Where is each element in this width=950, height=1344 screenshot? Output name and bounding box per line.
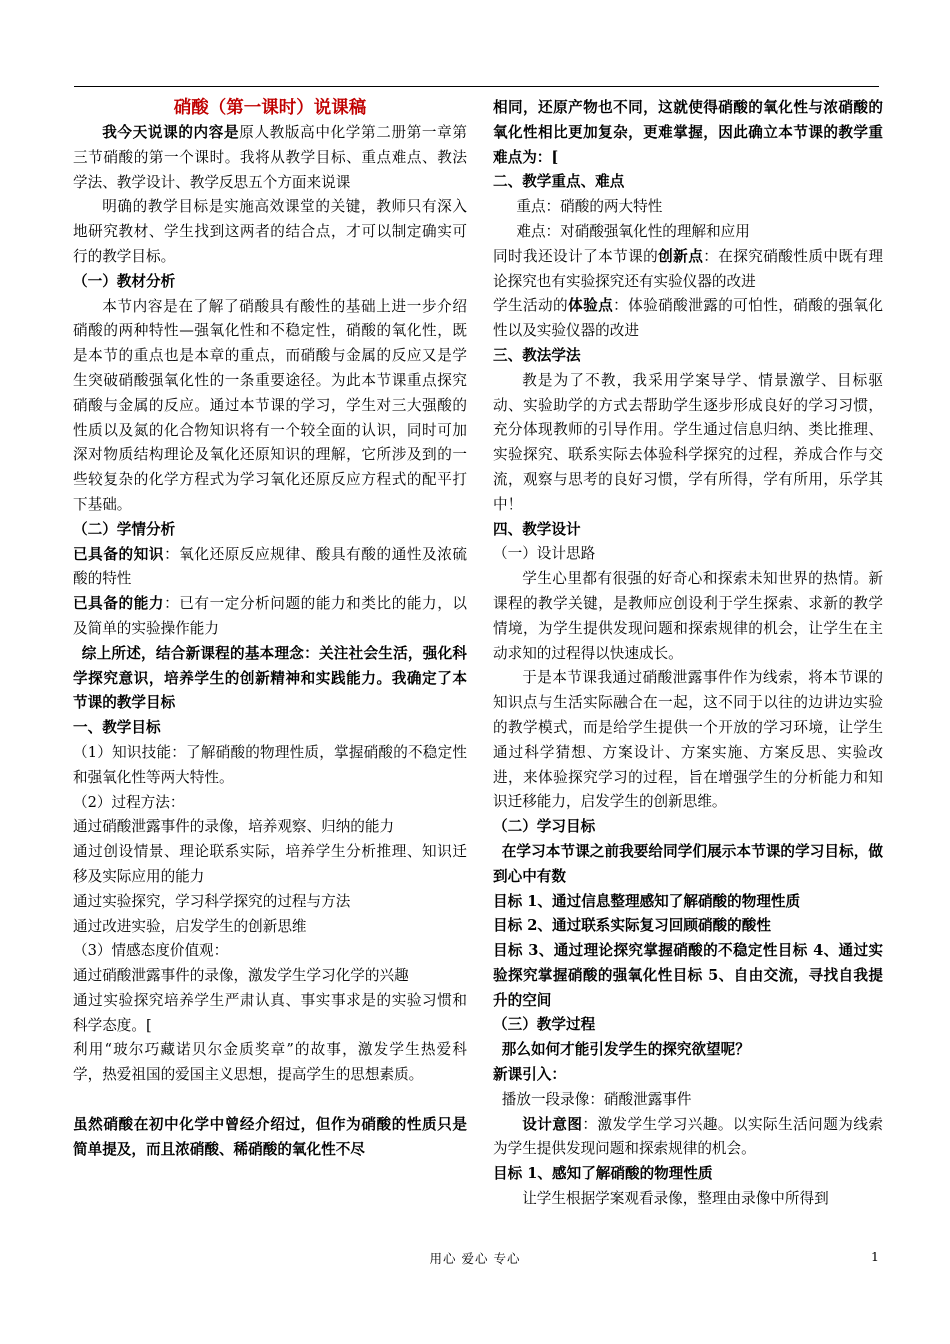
header-rule <box>74 86 879 87</box>
heading-teaching-process: （三）教学过程 <box>493 1016 596 1034</box>
goal-process-item: 通过创设情景、理论联系实际，培养学生分析推理、知识迁移及实际应用的能力 <box>73 843 467 885</box>
learning-goals-intro: 在学习本节课之前我要给同学们展示本节课的学习目标，做到心中有数 <box>493 842 883 885</box>
learning-target-2: 目标 2、通过联系实际复习回顾硝酸的酸性 <box>493 917 771 935</box>
knowledge-text: ：氧化还原反应规律、酸具有酸的通性及浓硫酸的特性 <box>73 545 467 588</box>
intro-rest: 原人教版高中化学第二册第一章第三节硝酸的第一个课时。我将从教学目标、重点难点、教法学法、教学设计、教学反思五个方面来说课 <box>73 124 467 191</box>
learning-target-3-5: 目标 3、通过理论探究掌握硝酸的不稳定性目标 4、通过实验探究掌握硝酸的强氧化性目标 5、自由交流，寻找自我提升的空间 <box>493 942 883 1009</box>
heading-teaching-design: 四、教学设计 <box>493 520 581 538</box>
goal-importance-paragraph: 明确的教学目标是实施高效课堂的关键，教师只有深入地研究教材、学生找到这两者的结合点，才可以制定确实可行的教学目标。 <box>73 198 467 265</box>
design-idea-paragraph-2: 于是本节课我通过硝酸泄露事件作为线索，将本节课的知识点与生活实际融合在一起，这不同于以往的边讲边实验的教学模式，而是给学生提供一个开放的学习环境，让学生通过科学猜想、方案设计、方案实施、方案反思、实验改进，来体验探究学习的过程，旨在增强学生的分析能力和知识迁移能力，启发学生的创新思维。 <box>493 669 883 811</box>
experience-prefix: 学生活动的 <box>493 297 569 315</box>
goal-process-item: 通过实验探究，学习科学探究的过程与方法 <box>73 892 351 910</box>
heading-teaching-methods: 三、教法学法 <box>493 346 581 364</box>
goal-attitude-heading: （3）情感态度价值观： <box>73 942 229 960</box>
experience-text: ：体验硝酸泄露的可怕性，硝酸的强氧化性以及实验仪器的改进 <box>493 297 883 340</box>
key-difficulty-intro: 相同，还原产物也不同，这就使得硝酸的氧化性与浓硝酸的氧化性相比更加复杂，更难掌握，因此确立本节课的教学重难点为：[ <box>493 99 883 166</box>
innovation-point <box>493 245 883 295</box>
summary-paragraph: 综上所述，结合新课程的基本理念：关注社会生活，强化科学探究意识，培养学生的创新精神和实践能力。我确定了本节课的教学目标 <box>73 644 467 712</box>
knowledge-label: 已具备的知识 <box>73 545 165 563</box>
video-play-line: 播放一段录像：硝酸泄露事件 <box>501 1090 692 1108</box>
innovation-prefix: 同时我还设计了本节课的 <box>493 247 659 265</box>
existing-ability <box>73 592 467 642</box>
footer-slogan: 用心 爱心 专心 <box>429 1251 521 1266</box>
heading-teaching-goals: 一、教学目标 <box>73 719 161 737</box>
innovation-label: 创新点 <box>658 247 704 265</box>
process-question: 那么如何才能引发学生的探究欲望呢？ <box>501 1041 750 1059</box>
material-analysis-paragraph: 本节内容是在了解了硝酸具有酸性的基础上进一步介绍硝酸的两种特性—强氧化性和不稳定性，硝酸的氧化性，既是本节的重点也是本章的重点，而硝酸与金属的反应又是学生突破硝酸强氧化性的一条重要途径。为此本节课重点探究硝酸与金属的反应。通过本节课的学习，学生对三大强酸的性质以及氮的化合物知识将有一个较全面的认识，同时可加深对物质结构理论及氧化还原知识的理解，它所涉及到的一些较复杂的化学方程式为学习氧化还原反应方程式的配平打下基础。 <box>73 297 467 513</box>
last-line: 让学生根据学案观看录像，整理由录像中所得到 <box>522 1190 829 1208</box>
design-idea-paragraph-1: 学生心里都有很强的好奇心和探索未知世界的热情。新课程的教学关键，是教师应创设利于学生探索、求新的教学情境，为学生提供发现问题和探索规律的机会，让学生在主动求知的过程得以快速成长。 <box>493 570 883 662</box>
page-number: 1 <box>871 1249 879 1264</box>
innovation-text: ：在探究硝酸性质中既有理论探究也有实验探究还有实验仪器的改进 <box>493 247 883 290</box>
experience-label: 体验点 <box>568 297 614 315</box>
difficulty-point: 难点：对硝酸强氧化性的理解和应用 <box>516 222 750 240</box>
right-column <box>493 96 883 1212</box>
intro-paragraph <box>73 121 467 195</box>
methods-paragraph: 教是为了不教，我采用学案导学、情景激学、目标驱动、实验助学的方式去帮助学生逐步形成良好的学习习惯，充分体现教师的引导作用。学生通过信息归纳、类比推理、实验探究、联系实际去体验科学探究的过程，养成合作与交流，观察与思考的良好习惯，学有所得，学有所用，乐学其中！ <box>493 371 883 513</box>
experience-point <box>493 294 883 344</box>
goal-process-heading: （2）过程方法： <box>73 793 185 811</box>
ability-label: 已具备的能力 <box>73 595 165 613</box>
spacer <box>73 1088 467 1113</box>
target-1-heading: 目标 1、感知了解硝酸的物理性质 <box>493 1165 713 1183</box>
goal-attitude-item: 利用“玻尔巧藏诺贝尔金质奖章”的故事，激发学生热爱科学，热爱祖国的爱国主义思想，提高学生的思想素质。 <box>73 1041 467 1084</box>
goal-attitude-item: 通过实验探究培养学生严肃认真、事实事求是的实验习惯和科学态度。[ <box>73 991 467 1034</box>
new-lesson-intro-label: 新课引入： <box>493 1066 566 1084</box>
existing-knowledge <box>73 543 467 593</box>
document-title: 硝酸（第一课时）说课稿 <box>173 98 367 118</box>
design-intent <box>493 1113 883 1163</box>
intro-bold: 我今天说课的内容是 <box>102 124 240 141</box>
goal-attitude-item: 通过硝酸泄露事件的录像，激发学生学习化学的兴趣 <box>73 967 409 985</box>
design-intent-text: ：激发学生学习兴趣。以实际生活问题为线索为学生提供发现问题和探索规律的机会。 <box>493 1115 883 1158</box>
learning-target-1: 目标 1、通过信息整理感知了解硝酸的物理性质 <box>493 892 801 910</box>
heading-key-points: 二、教学重点、难点 <box>493 173 625 191</box>
left-column <box>73 96 467 1163</box>
nitric-acid-note: 虽然硝酸在初中化学中曾经介绍过，但作为硝酸的性质只是简单提及，而且浓硝酸、稀硝酸的氧化性不尽 <box>73 1116 467 1158</box>
goal-process-item: 通过改进实验，启发学生的创新思维 <box>73 917 307 935</box>
goal-knowledge-skills: （1）知识技能：了解硝酸的物理性质，掌握硝酸的不稳定性和强氧化性等两大特性。 <box>73 743 467 786</box>
heading-learning-goals: （二）学习目标 <box>493 818 596 836</box>
ability-text: ：已有一定分析问题的能力和类比的能力，以及简单的实验操作能力 <box>73 595 467 637</box>
design-intent-label: 设计意图 <box>522 1115 583 1133</box>
heading-student-analysis: （二）学情分析 <box>73 520 176 538</box>
goal-process-item: 通过硝酸泄露事件的录像，培养观察、归纳的能力 <box>73 818 395 836</box>
heading-material-analysis: （一）教材分析 <box>73 272 176 290</box>
heading-design-idea: （一）设计思路 <box>493 545 596 563</box>
key-point: 重点：硝酸的两大特性 <box>516 198 663 216</box>
